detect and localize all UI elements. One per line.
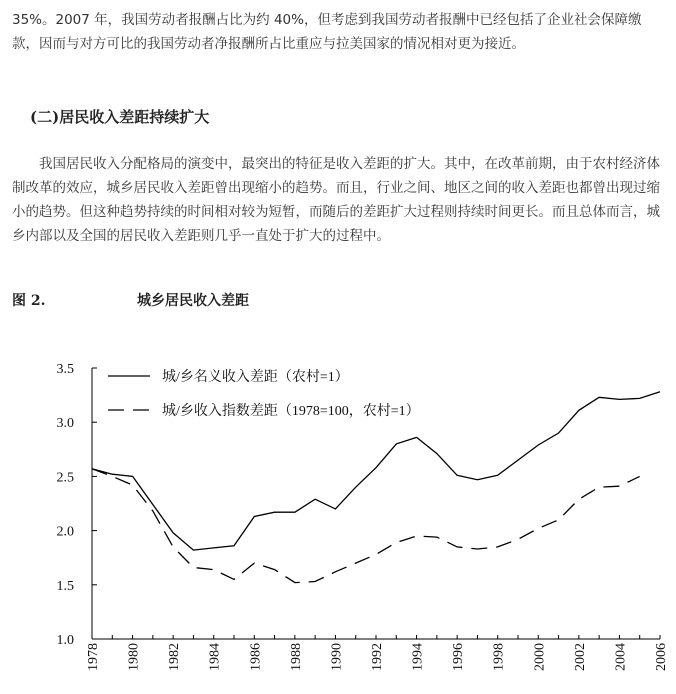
legend-label-2: 城/乡收入指数差距（1978=100，农村=1）	[162, 404, 420, 419]
x-tick-label: 2004	[613, 643, 629, 671]
x-tick-label: 1996	[451, 643, 467, 671]
figure-title: 城乡居民收入差距	[137, 293, 249, 309]
intro-paragraph: 35%。2007 年，我国劳动者报酬占比为约 40%，但考虑到我国劳动者报酬中已经包括了企业社会保障缴款，因而与对方可比的我国劳动者净报酬所占比重应与拉美国家的情况相对更为接近。	[12, 12, 642, 52]
y-tick-label: 3.0	[56, 416, 74, 432]
x-tick-label: 1998	[491, 643, 507, 671]
x-tick-label: 1978	[86, 643, 101, 671]
y-tick-label: 2.0	[56, 524, 74, 540]
x-tick-label: 1980	[126, 643, 142, 671]
x-tick-label: 1986	[248, 643, 264, 671]
y-tick-label: 3.5	[56, 362, 74, 377]
income-gap-chart	[0, 350, 676, 694]
body-paragraph: 我国居民收入分配格局的演变中，最突出的特征是收入差距的扩大。其中，在改革前期，由于农村经济体制改革的效应，城乡居民收入差距曾出现缩小的趋势。而且，行业之间、地区之间的收入差距也都曾出现过缩小的趋势。但这种趋势持续的时间相对较为短暂，而随后的差距扩大过程则持续时间更长。而且总体而言，城乡内部以及全国的居民收入差距则几乎一直处于扩大的过程中。	[12, 156, 660, 244]
x-tick-label: 1984	[207, 643, 223, 671]
y-tick-label: 2.5	[56, 470, 74, 486]
x-tick-label: 1988	[288, 643, 304, 671]
chart-series	[92, 392, 660, 583]
chart-legend	[108, 368, 420, 419]
section-heading: (二)居民收入差距持续扩大	[30, 108, 210, 126]
x-tick-label: 2002	[572, 643, 588, 671]
x-tick-label: 1990	[329, 643, 345, 671]
legend-label-1: 城/乡名义收入差距（农村=1）	[162, 370, 349, 385]
x-tick-label: 2006	[654, 643, 669, 671]
y-tick-label: 1.0	[56, 633, 74, 648]
x-tick-label: 2000	[532, 643, 548, 671]
figure-label: 图 2.	[12, 293, 46, 309]
series-line-2	[92, 469, 640, 583]
x-tick-label: 1982	[167, 643, 183, 671]
figure-caption	[12, 290, 249, 310]
x-tick-label: 1994	[410, 643, 426, 671]
x-tick-label: 1992	[370, 643, 385, 671]
y-tick-label: 1.5	[56, 578, 74, 594]
